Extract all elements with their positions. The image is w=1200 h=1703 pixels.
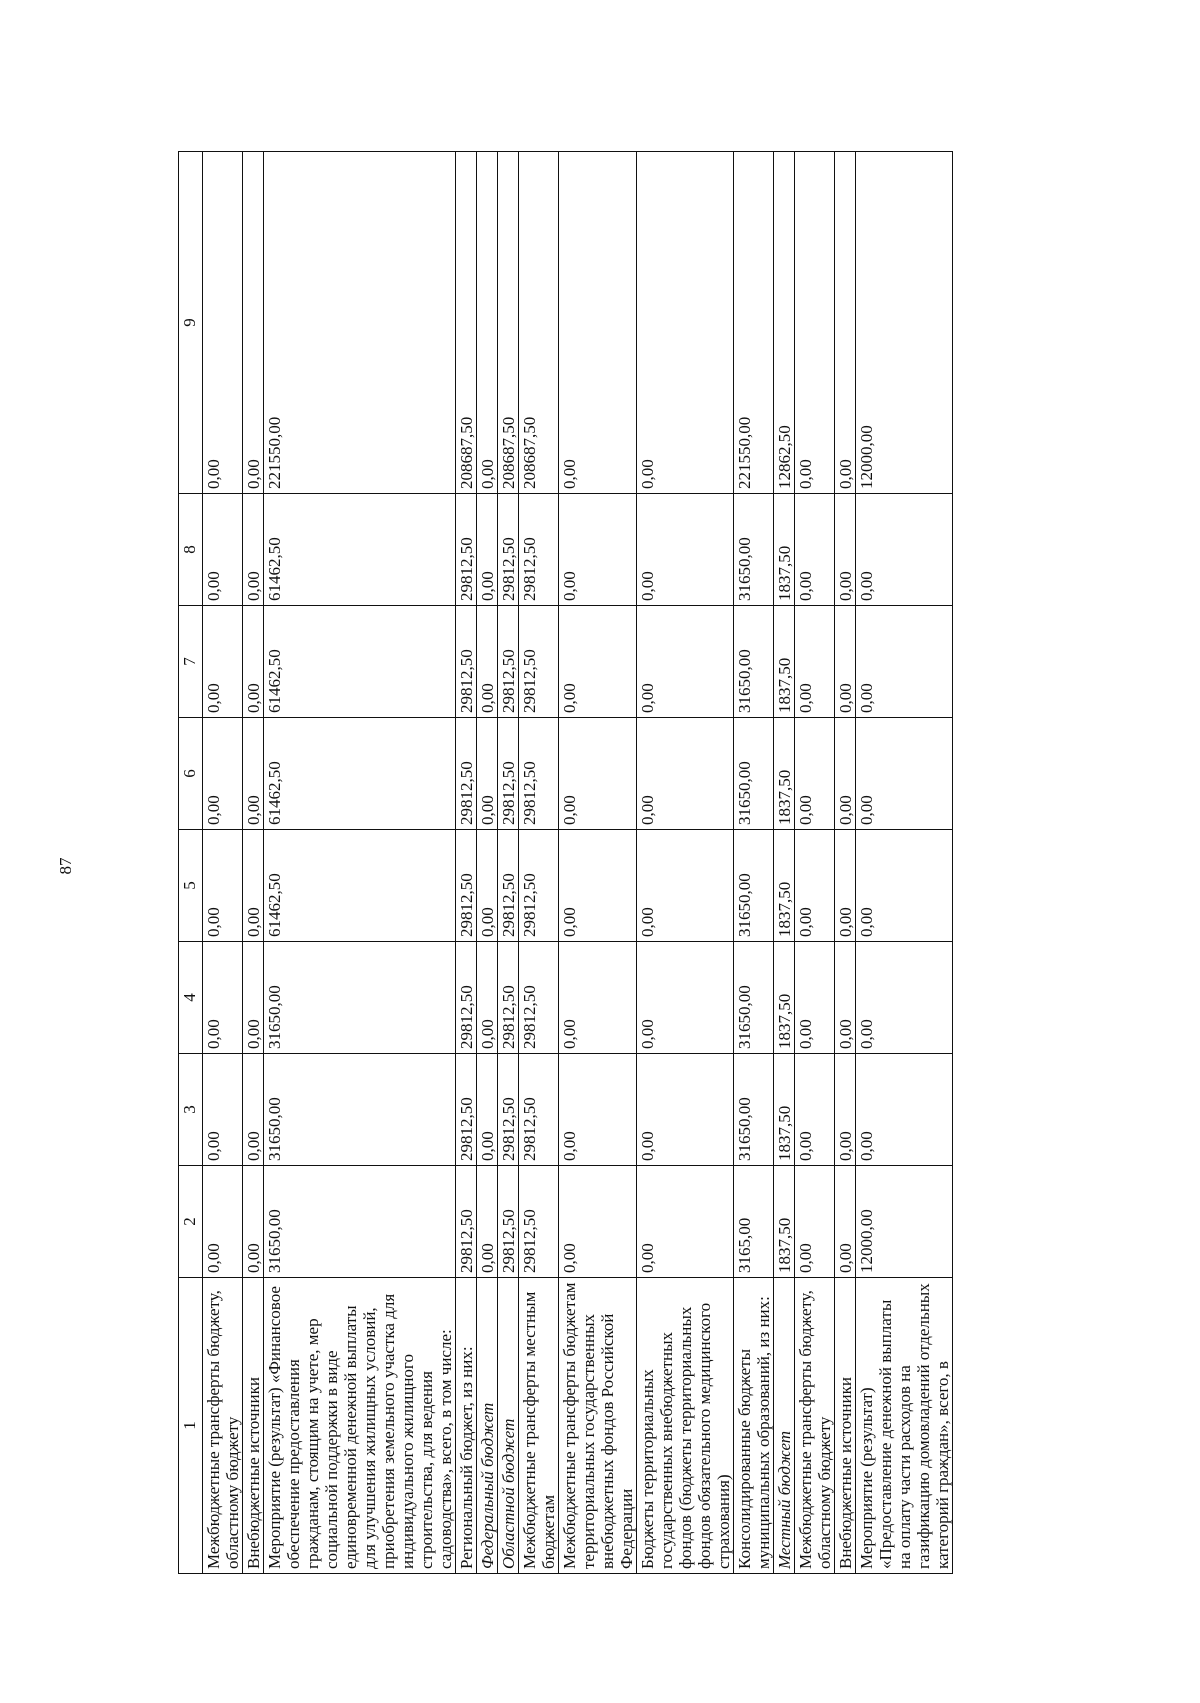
value-cell: 0,00 [203, 1054, 243, 1166]
value-cell: 0,00 [637, 152, 734, 494]
value-cell: 29812,50 [498, 1166, 519, 1278]
value-cell: 0,00 [477, 830, 498, 942]
value-cell: 0,00 [637, 606, 734, 718]
table-row [498, 152, 519, 1574]
value-cell: 1837,50 [774, 942, 795, 1054]
value-cell: 0,00 [795, 942, 835, 1054]
row-label: Межбюджетные трансферты бюджету, областному бюджету [795, 1278, 835, 1574]
table-row [637, 152, 734, 1574]
value-cell: 31650,00 [734, 830, 774, 942]
value-cell: 0,00 [835, 718, 856, 830]
row-label: Мероприятие (результат) «Предоставление денежной выплаты на оплату части расходов на газификацию домовладений отдельных категорий граждан», всего, в [856, 1278, 953, 1574]
header-row [179, 152, 203, 1574]
value-cell: 0,00 [477, 718, 498, 830]
value-cell: 0,00 [835, 494, 856, 606]
table-row [243, 152, 264, 1574]
value-cell: 0,00 [856, 830, 953, 942]
row-label: Областной бюджет [498, 1278, 519, 1574]
value-cell: 0,00 [203, 1166, 243, 1278]
table-row [477, 152, 498, 1574]
value-cell: 29812,50 [519, 494, 559, 606]
value-cell: 3165,00 [734, 1166, 774, 1278]
value-cell: 0,00 [559, 942, 637, 1054]
table-row [856, 152, 953, 1574]
value-cell: 0,00 [856, 606, 953, 718]
value-cell: 0,00 [243, 494, 264, 606]
value-cell: 0,00 [477, 152, 498, 494]
page-number: 87 [56, 857, 75, 875]
value-cell: 0,00 [795, 606, 835, 718]
value-cell: 29812,50 [519, 606, 559, 718]
row-label: Внебюджетные источники [243, 1278, 264, 1574]
value-cell: 0,00 [559, 606, 637, 718]
header-cell: 5 [179, 830, 203, 942]
value-cell: 208687,50 [498, 152, 519, 494]
value-cell: 0,00 [477, 494, 498, 606]
value-cell: 0,00 [559, 494, 637, 606]
value-cell: 1837,50 [774, 606, 795, 718]
value-cell: 0,00 [835, 942, 856, 1054]
value-cell: 0,00 [856, 1054, 953, 1166]
financing-table [178, 151, 953, 1574]
value-cell: 0,00 [203, 494, 243, 606]
value-cell: 29812,50 [498, 494, 519, 606]
header-cell: 6 [179, 718, 203, 830]
header-cell: 4 [179, 942, 203, 1054]
value-cell: 29812,50 [498, 942, 519, 1054]
value-cell: 1837,50 [774, 1166, 795, 1278]
value-cell: 29812,50 [519, 942, 559, 1054]
value-cell: 0,00 [203, 606, 243, 718]
value-cell: 0,00 [203, 718, 243, 830]
row-label: Региональный бюджет, из них: [456, 1278, 477, 1574]
value-cell: 0,00 [203, 152, 243, 494]
value-cell: 0,00 [795, 830, 835, 942]
table-row [835, 152, 856, 1574]
value-cell: 29812,50 [498, 606, 519, 718]
value-cell: 29812,50 [519, 830, 559, 942]
table-row [456, 152, 477, 1574]
row-label: Местный бюджет [774, 1278, 795, 1574]
value-cell: 0,00 [477, 942, 498, 1054]
value-cell: 0,00 [637, 1054, 734, 1166]
value-cell: 0,00 [559, 1166, 637, 1278]
value-cell: 29812,50 [456, 1166, 477, 1278]
value-cell: 0,00 [637, 494, 734, 606]
value-cell: 0,00 [856, 494, 953, 606]
value-cell: 31650,00 [734, 494, 774, 606]
value-cell: 0,00 [559, 830, 637, 942]
value-cell: 31650,00 [734, 942, 774, 1054]
row-label: Межбюджетные трансферты бюджету, областному бюджету [203, 1278, 243, 1574]
value-cell: 0,00 [835, 152, 856, 494]
header-cell: 8 [179, 494, 203, 606]
value-cell: 31650,00 [264, 942, 456, 1054]
value-cell: 29812,50 [456, 718, 477, 830]
header-cell: 2 [179, 1166, 203, 1278]
value-cell: 29812,50 [519, 718, 559, 830]
value-cell: 221550,00 [734, 152, 774, 494]
value-cell: 31650,00 [264, 1054, 456, 1166]
value-cell: 12000,00 [856, 152, 953, 494]
value-cell: 0,00 [835, 606, 856, 718]
value-cell: 29812,50 [519, 1054, 559, 1166]
value-cell: 0,00 [637, 942, 734, 1054]
value-cell: 0,00 [203, 830, 243, 942]
value-cell: 1837,50 [774, 830, 795, 942]
value-cell: 0,00 [856, 718, 953, 830]
value-cell: 29812,50 [456, 494, 477, 606]
value-cell: 0,00 [856, 942, 953, 1054]
value-cell: 12862,50 [774, 152, 795, 494]
value-cell: 61462,50 [264, 718, 456, 830]
value-cell: 0,00 [637, 718, 734, 830]
value-cell: 29812,50 [456, 830, 477, 942]
value-cell: 0,00 [795, 494, 835, 606]
value-cell: 29812,50 [456, 606, 477, 718]
value-cell: 1837,50 [774, 718, 795, 830]
row-label: Федеральный бюджет [477, 1278, 498, 1574]
value-cell: 29812,50 [456, 1054, 477, 1166]
value-cell: 31650,00 [734, 606, 774, 718]
value-cell: 29812,50 [498, 1054, 519, 1166]
value-cell: 0,00 [243, 1166, 264, 1278]
table-row [734, 152, 774, 1574]
value-cell: 1837,50 [774, 1054, 795, 1166]
value-cell: 0,00 [637, 1166, 734, 1278]
row-label: Межбюджетные трансферты местным бюджетам [519, 1278, 559, 1574]
header-cell: 7 [179, 606, 203, 718]
value-cell: 0,00 [243, 942, 264, 1054]
value-cell: 0,00 [795, 1054, 835, 1166]
value-cell: 0,00 [477, 1166, 498, 1278]
value-cell: 0,00 [243, 606, 264, 718]
value-cell: 0,00 [835, 1166, 856, 1278]
value-cell: 29812,50 [519, 1166, 559, 1278]
row-label: Мероприятие (результат) «Финансовое обеспечение предоставления гражданам, стоящим на учете, мер социальной поддержки в виде единовременной денежной выплаты для улучшения жилищных условий, приобретения земельного участка для индивидуального жилищного строительства, для ведения садоводства», всего, в том числе: [264, 1278, 456, 1574]
value-cell: 208687,50 [519, 152, 559, 494]
value-cell: 0,00 [795, 1166, 835, 1278]
header-cell: 1 [179, 1278, 203, 1574]
value-cell: 1837,50 [774, 494, 795, 606]
value-cell: 0,00 [559, 152, 637, 494]
row-label: Внебюджетные источники [835, 1278, 856, 1574]
value-cell: 61462,50 [264, 830, 456, 942]
value-cell: 31650,00 [264, 1166, 456, 1278]
value-cell: 0,00 [243, 718, 264, 830]
value-cell: 0,00 [795, 152, 835, 494]
table-row [264, 152, 456, 1574]
value-cell: 0,00 [559, 718, 637, 830]
value-cell: 0,00 [243, 1054, 264, 1166]
value-cell: 0,00 [835, 1054, 856, 1166]
value-cell: 0,00 [795, 718, 835, 830]
value-cell: 29812,50 [498, 718, 519, 830]
value-cell: 208687,50 [456, 152, 477, 494]
value-cell: 61462,50 [264, 494, 456, 606]
value-cell: 0,00 [203, 942, 243, 1054]
table-row [774, 152, 795, 1574]
header-cell: 3 [179, 1054, 203, 1166]
rotated-table-wrapper [178, 152, 1058, 1574]
value-cell: 0,00 [559, 1054, 637, 1166]
table-row [559, 152, 637, 1574]
row-label: Консолидированные бюджеты муниципальных образований, из них: [734, 1278, 774, 1574]
row-label: Бюджеты территориальных государственных внебюджетных фондов (бюджеты территориальных фондов обязательного медицинского страхования) [637, 1278, 734, 1574]
value-cell: 0,00 [477, 1054, 498, 1166]
value-cell: 0,00 [243, 830, 264, 942]
row-label: Межбюджетные трансферты бюджетам территориальных государственных внебюджетных фондов Российской Федерации [559, 1278, 637, 1574]
value-cell: 29812,50 [498, 830, 519, 942]
table-row [795, 152, 835, 1574]
value-cell: 0,00 [243, 152, 264, 494]
table-row [519, 152, 559, 1574]
value-cell: 29812,50 [456, 942, 477, 1054]
value-cell: 31650,00 [734, 718, 774, 830]
value-cell: 61462,50 [264, 606, 456, 718]
value-cell: 0,00 [835, 830, 856, 942]
header-cell: 9 [179, 152, 203, 494]
value-cell: 221550,00 [264, 152, 456, 494]
table-row [203, 152, 243, 1574]
value-cell: 0,00 [477, 606, 498, 718]
value-cell: 12000,00 [856, 1166, 953, 1278]
value-cell: 31650,00 [734, 1054, 774, 1166]
value-cell: 0,00 [637, 830, 734, 942]
